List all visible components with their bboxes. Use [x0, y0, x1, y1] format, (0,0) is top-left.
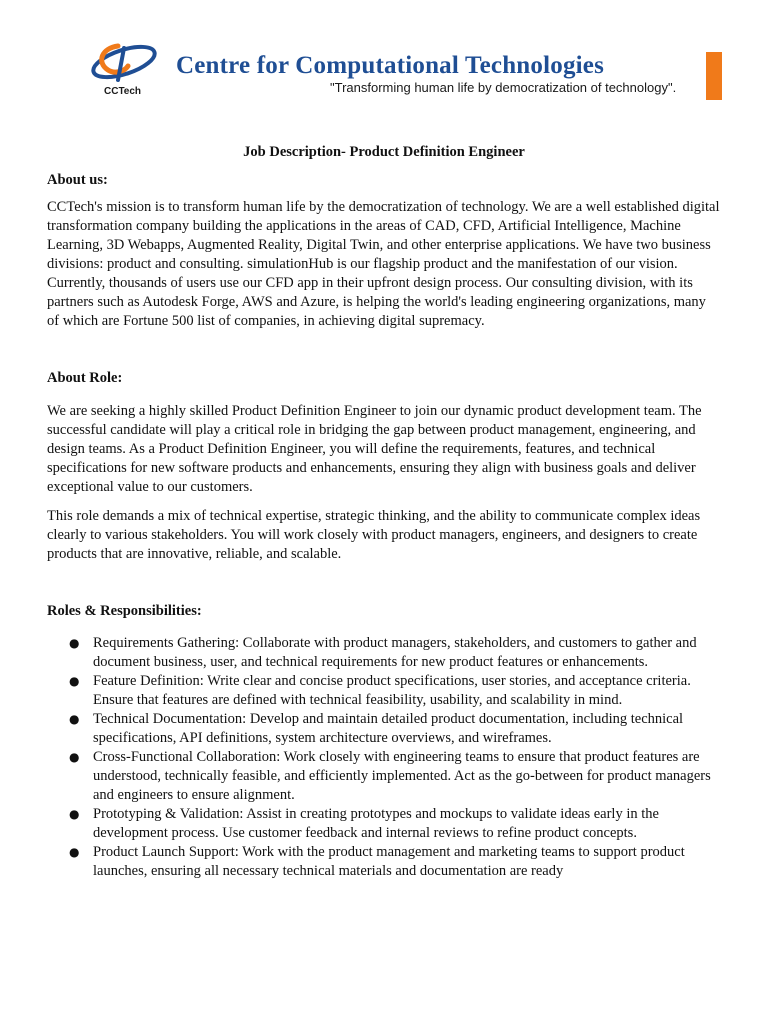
- list-item: ● Requirements Gathering: Collaborate with product managers, stakeholders, and customers to gather and document business, user, and technical requirements for new product features or enhancements.: [93, 634, 721, 672]
- organization-tagline: "Transforming human life by democratization of technology".: [330, 80, 677, 95]
- list-item: ● Technical Documentation: Develop and maintain detailed product documentation, including technical specifications, API definitions, system architecture overviews, and wireframes.: [93, 710, 721, 748]
- cctech-logo-icon: [88, 40, 164, 86]
- about-us-paragraph: CCTech's mission is to transform human life by the democratization of technology. We are a well established digital transformation company building the applications in the areas of CAD, CFD, Artificial Intelligence, Machine Learning, 3D Webapps, Augmented Reality, Digital Twin, and other enterprise applications. We have two business divisions: product and consulting. simulationHub is our flagship product and the manifestation of our vision. Currently, thousands of users use our CFD app in their upfront design process. Our consulting division, with its partners such as Autodesk Forge, AWS and Azure, is helping the world's leading engineering organizations, many of which are Fortune 500 list of companies, in achieving digital supremacy.: [47, 199, 720, 329]
- about-role-paragraph-2: This role demands a mix of technical expertise, strategic thinking, and the ability to communicate complex ideas clearly to various stakeholders. You will work closely with product managers, engineers, and designers to create products that are innovative, reliable, and scalable.: [47, 508, 701, 562]
- list-item: ● Feature Definition: Write clear and concise product specifications, user stories, and acceptance criteria. Ensure that features are defined with technical feasibility, usability, and scalability in mind.: [93, 672, 721, 710]
- responsibilities-list: [47, 634, 721, 881]
- document-title: Job Description- Product Definition Engineer: [243, 144, 525, 160]
- about-us-heading: About us:: [47, 172, 108, 188]
- accent-bar: [706, 52, 722, 100]
- responsibilities-heading: Roles & Responsibilities:: [47, 603, 202, 619]
- list-item: ● Prototyping & Validation: Assist in creating prototypes and mockups to validate ideas early in the development process. Use customer feedback and internal reviews to refine product concepts.: [93, 805, 721, 843]
- document-body: [47, 143, 721, 881]
- about-role-paragraph-1: We are seeking a highly skilled Product Definition Engineer to join our dynamic product development team. The successful candidate will play a critical role in bridging the gap between product management, engineering, and design teams. As a Product Definition Engineer, you will define the requirements, features, and technical specifications for new software products and enhancements, ensuring they align with business goals and deliver exceptional value to our customers.: [47, 403, 702, 495]
- list-item: ● Cross-Functional Collaboration: Work closely with engineering teams to ensure that product features are understood, technically feasible, and efficiently implemented. Act as the go-between for product managers and engineers to ensure alignment.: [93, 748, 721, 805]
- about-role-heading: About Role:: [47, 370, 123, 386]
- list-item: ● Product Launch Support: Work with the product management and marketing teams to support product launches, ensuring all necessary technical materials and documentation are ready: [93, 843, 721, 881]
- organization-name: Centre for Computational Technologies: [176, 52, 605, 79]
- logo-text: CCTech: [104, 86, 142, 97]
- letterhead: [0, 0, 768, 110]
